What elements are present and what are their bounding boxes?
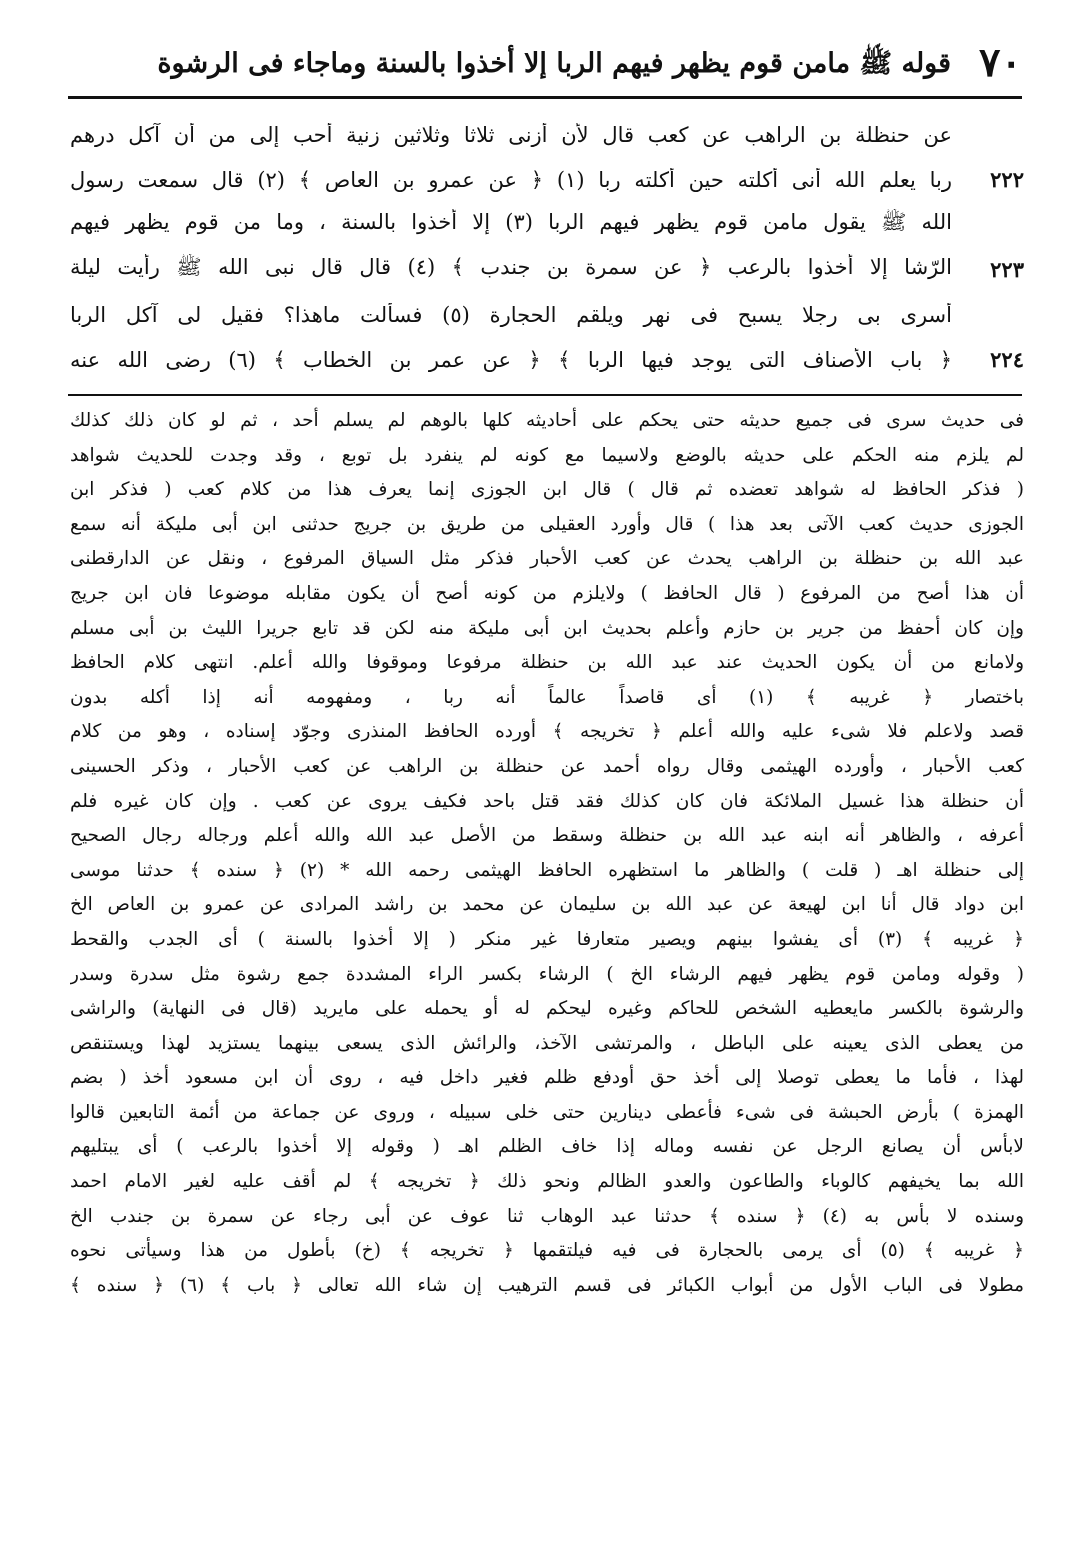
commentary-line: باختصار ﴿ غريبه ﴾ (١) أى قاصداً عالماً أنه ربا ، ومفهومه أنه إذا أكله بدون [70,686,1024,708]
commentary-line: وسنده لا بأس به (٤) ﴿ سنده ﴾ حدثنا عبد الوهاب ثنا عوف عن أبى رجاء عن سمرة بن جندب الخ [70,1205,1024,1227]
hadith-line [70,202,1024,247]
page-number: ٧٠ [979,39,1022,86]
commentary-line: أعرفه ، والظاهر أنه ابنه عبد الله بن حنظلة وسقط من الأصل عبد الله والله أعلم ورجاله رجال الصحيح [70,825,1024,847]
hadith-line-text: ﴿ باب الأصناف التى يوجد فيها الربا ﴾ ﴿ عن عمر بن الخطاب ﴾ (٦) رضى الله عنه [70,347,953,372]
commentary-line: قصد ولاعلم فلا شىء عليه والله أعلم ﴿ تخريجه ﴾ أورده الحافظ المنذرى وجوّد إسناده ، وهو من كلام [70,721,1024,743]
hadith-line-text: الرّشا إلا أخذوا بالرعب ﴿ عن سمرة بن جندب ﴾ (٤) قال قال نبى الله ﷺ رأيت ليلة [70,255,952,279]
commentary-line: لم يلزم منه الحكم على حديثه بالوضع ولاسيما مع كونه لم ينفرد بل توبع ، وقد وجدت للحديث شواهد [70,444,1024,466]
hadith-line-text: أسرى بى رجلا يسبح فى نهر ويلقم الحجارة (٥) فسألت ماهذا؟ فقيل لى آكل الربا [70,302,952,327]
running-title: قوله ﷺ مامن قوم يظهر فيهم الربا إلا أخذوا بالسنة وماجاء فى الرشوة [157,47,952,79]
commentary-line: وإن كان أحفظ من جرير بن حازم وأعلم بحديث ابن أبى مليكة منه لكن قد تابع جريرا الليث بن أبى مسلم [70,617,1024,639]
page-header [70,38,1022,88]
commentary-line: إلى حنظلة اهـ ( قلت ) والظاهر ما استظهره الحافظ الهيثمى رحمه الله * (٢) ﴿ سنده ﴾ حدثنا موسى [70,859,1024,881]
hadith-number: ٢٢٢ [990,167,1024,192]
commentary-line: ﴿ غريبه ﴾ (٣) أى يفشوا بينهم ويصير متعارفا غير منكر ( إلا أخذوا بالسنة ) أى الجدب والقحط [70,928,1024,950]
commentary-line: ( وقوله ومامن قوم يظهر فيهم الرشاء الخ ) الرشاء بكسر الراء المشددة جمع رشوة مثل سدرة وسدر [70,963,1024,985]
commentary-line: ﴿ غريبه ﴾ (٥) أى يرمى بالحجارة فى فيه فيلتقمها ﴿ تخريجه ﴾ (خ) بأطول من هذا وسيأتى نحوه [70,1240,1024,1262]
commentary-line: لابأس أن يصانع الرجل عن نفسه وماله إذا خاف الظلم اهـ ( وقوله إلا أخذوا بالرعب ) أى يبتليهم [70,1136,1024,1158]
hadith-line-text: الله ﷺ يقول مامن قوم يظهر فيهم الربا (٣) إلا أخذوا بالسنة ، وما من قوم يظهر فيهم [70,210,952,234]
commentary-block [70,404,1024,1303]
commentary-line: أن هذا أصح من المرفوع ( قال الحافظ ) ولايلزم من كونه أصح أن يكون مقابله موضوعا فان ابن جريج [70,582,1024,604]
commentary-line: ابن دواد قال أنا ابن لهيعة عن عبد الله بن سليمان عن محمد بن راشد المرادى عن عمرو بن العاص الخ [70,894,1024,916]
hadith-line [70,247,1024,292]
hadith-number: ٢٢٤ [990,347,1024,372]
commentary-line: أن حنظلة هذا غسيل الملائكة فان كان كذلك فقد قتل باحد فكيف يروى عن كعب . وإن كان غيره فلم [70,790,1024,812]
hadith-line [70,157,1024,202]
commentary-line: ( فذكر الحافظ له شواهد تعضده ثم قال ) قال ابن الجوزى إنما يعرف هذا من كلام كعب ( فذكر ابن [70,479,1024,501]
hadith-number: ٢٢٣ [990,257,1024,282]
hadith-line [70,112,1024,157]
hadith-line [70,337,1024,382]
section-divider [68,394,1022,396]
hadith-line-text: عن حنظلة بن الراهب عن كعب قال لأن أزنى ثلاثا وثلاثين زنية أحب إلى من أن آكل درهم [70,122,952,147]
commentary-line: الجوزى حديث كعب الآتى بعد هذا ) قال وأورد العقيلى من طريق بن جريج حدثنى ابن أبى مليكة أنه سمع [70,513,1024,535]
hadith-line [70,292,1024,337]
commentary-line: مطولا فى الباب الأول من أبواب الكبائر فى قسم الترهيب إن شاء الله تعالى ﴿ باب ﴾ (٦) ﴿ سنده ﴾ [70,1274,1024,1296]
commentary-line: الهمزة ) بأرض الحبشة فى شىء فأعطى دينارين حتى خلى سبيله ، وروى عن جماعة من أئمة التابعين قالوا [70,1101,1024,1123]
header-rule [68,96,1022,99]
hadith-line-text: ربا يعلم الله أنى أكلته حين أكلته ربا (١) ﴿ عن عمرو بن العاص ﴾ (٢) قال سمعت رسول [70,167,952,192]
commentary-line: كعب الأحبار ، وأورده الهيثمى وقال رواه أحمد عن حنظلة بن الراهب عن كعب الأحبار ، وذكر الحسينى [70,755,1024,777]
commentary-line: ولامانع من أن يكون الحديث عند عبد الله بن حنظلة مرفوعا وموقوفا والله أعلم. انتهى كلام الحافظ [70,652,1024,674]
commentary-line: الله بما يخيفهم كالوباء والطاعون والعدو الظالم ونحو ذلك ﴿ تخريجه ﴾ لم أقف عليه لغير الامام احمد [70,1171,1024,1193]
commentary-line: والرشوة بالكسر مايعطيه الشخص للحاكم وغيره ليحكم له أو يحمله على مايريد (قال فى النهاية) والراشى [70,998,1024,1020]
commentary-line: من يعطى الذى يعينه على الباطل ، والمرتشى الآخذ، والرائش الذى يسعى بينهما يستزيد لهذا ويستنقص [70,1032,1024,1054]
hadith-text-block [70,112,1024,382]
commentary-line: فى حديث سرى فى جميع حديثه حتى يحكم على أحاديثه كلها بالوهم لم يسلم أحد ، ثم لو كان ذلك كذلك [70,410,1024,431]
commentary-line: عبد الله بن حنظلة بن الراهب يحدث عن كعب الأحبار فذكر مثل السياق المرفوع ، ونقل عن الدارقطنى [70,548,1024,570]
commentary-line: لهذا ، فأما ما يعطى توصلا إلى أخذ حق أودفع ظلم فغير داخل فيه ، روى أن ابن مسعود أخذ ( بضم [70,1067,1024,1089]
